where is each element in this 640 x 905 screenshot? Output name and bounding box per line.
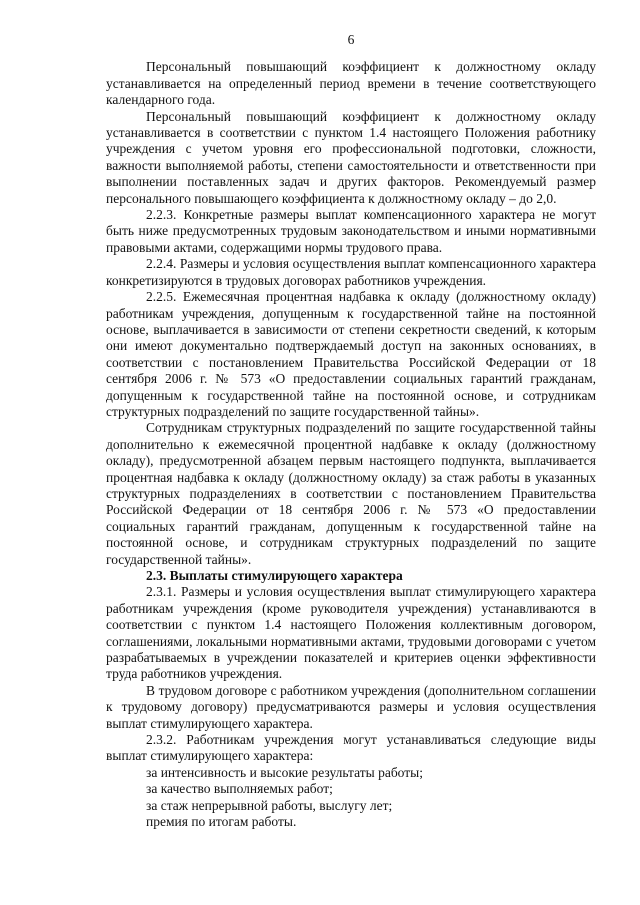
list-item-seniority: за стаж непрерывной работы, выслугу лет; bbox=[146, 797, 393, 813]
paragraph-employment-contract: В трудовом договоре с работником учреждения (дополнительном соглашении к трудовому договору) предусматриваются размеры и условия осуществления выплат стимулирующего характера. bbox=[106, 682, 596, 731]
paragraph-2-2-5: 2.2.5. Ежемесячная процентная надбавка к окладу (должностному окладу) работникам учреждения, допущенным к государственной тайне на постоянной основе, выплачивается в зависимости от степени секретности сведений, к которым они имеют документально подтверждаемый доступ на законных основаниях, в соответствии с постановлением Правительства Российской Федерации от 18 сентября 2006 г. № 573 «О предоставлении социальных гарантий гражданам, допущенным к государственной тайне на постоянной основе, и сотрудникам структурных подразделений по защите государственной тайны». bbox=[106, 289, 596, 419]
section-heading-2-3: 2.3. Выплаты стимулирующего характера bbox=[146, 568, 403, 583]
page-number: 6 bbox=[347, 32, 355, 47]
paragraph-coefficient-period: Персональный повышающий коэффициент к должностному окладу устанавливается на определенный период времени в течение соответствующего календарного года. bbox=[106, 59, 596, 108]
paragraph-coefficient-basis: Персональный повышающий коэффициент к должностному окладу устанавливается в соответствии с пунктом 1.4 настоящего Положения работнику учреждения с учетом уровня его профессиональной подготовки, сложности, важности выполняемой работы, степени самостоятельности и ответственности при выполнении поставленных задач и других факторов. Рекомендуемый размер персонального повышающего коэффициента к должностному окладу – до 2,0. bbox=[106, 108, 596, 206]
list-item-intensity: за интенсивность и высокие результаты работы; bbox=[146, 764, 423, 780]
paragraph-2-3-1: 2.3.1. Размеры и условия осуществления выплат стимулирующего характера работникам учреждения (кроме руководителя учреждения) устанавливаются в соответствии с пунктом 1.4 настоящего Положения коллективным договором, соглашениями, локальными нормативными актами, трудовыми договорами с учетом разрабатываемых в учреждении показателей и критериев оценки эффективности труда работников учреждения. bbox=[106, 584, 596, 682]
document-page bbox=[106, 32, 596, 831]
paragraph-2-3-2: 2.3.2. Работникам учреждения могут устанавливаться следующие виды выплат стимулирующего характера: bbox=[106, 732, 596, 764]
paragraph-secrecy-staff: Сотрудникам структурных подразделений по защите государственной тайны дополнительно к ежемесячной процентной надбавке к окладу (должностному окладу), предусмотренной абзацем первым настоящего подпункта, выплачивается процентная надбавка к окладу (должностному окладу) за стаж работы в указанных структурных подразделениях в соответствии с постановлением Правительства Российской Федерации от 18 сентября 2006 г. № 573 «О предоставлении социальных гарантий гражданам, допущенным к государственной тайне на постоянной основе, и сотрудникам структурных подразделений по защите государственной тайны». bbox=[106, 420, 596, 567]
list-item-bonus: премия по итогам работы. bbox=[146, 814, 297, 830]
list-item-quality: за качество выполняемых работ; bbox=[146, 781, 333, 797]
paragraph-2-2-3: 2.2.3. Конкретные размеры выплат компенсационного характера не могут быть ниже предусмотренных трудовым законодательством и иными нормативными правовыми актами, содержащими нормы трудового права. bbox=[106, 207, 596, 255]
paragraph-2-2-4: 2.2.4. Размеры и условия осуществления выплат компенсационного характера конкретизируются в трудовых договорах работников учреждения. bbox=[106, 256, 596, 288]
